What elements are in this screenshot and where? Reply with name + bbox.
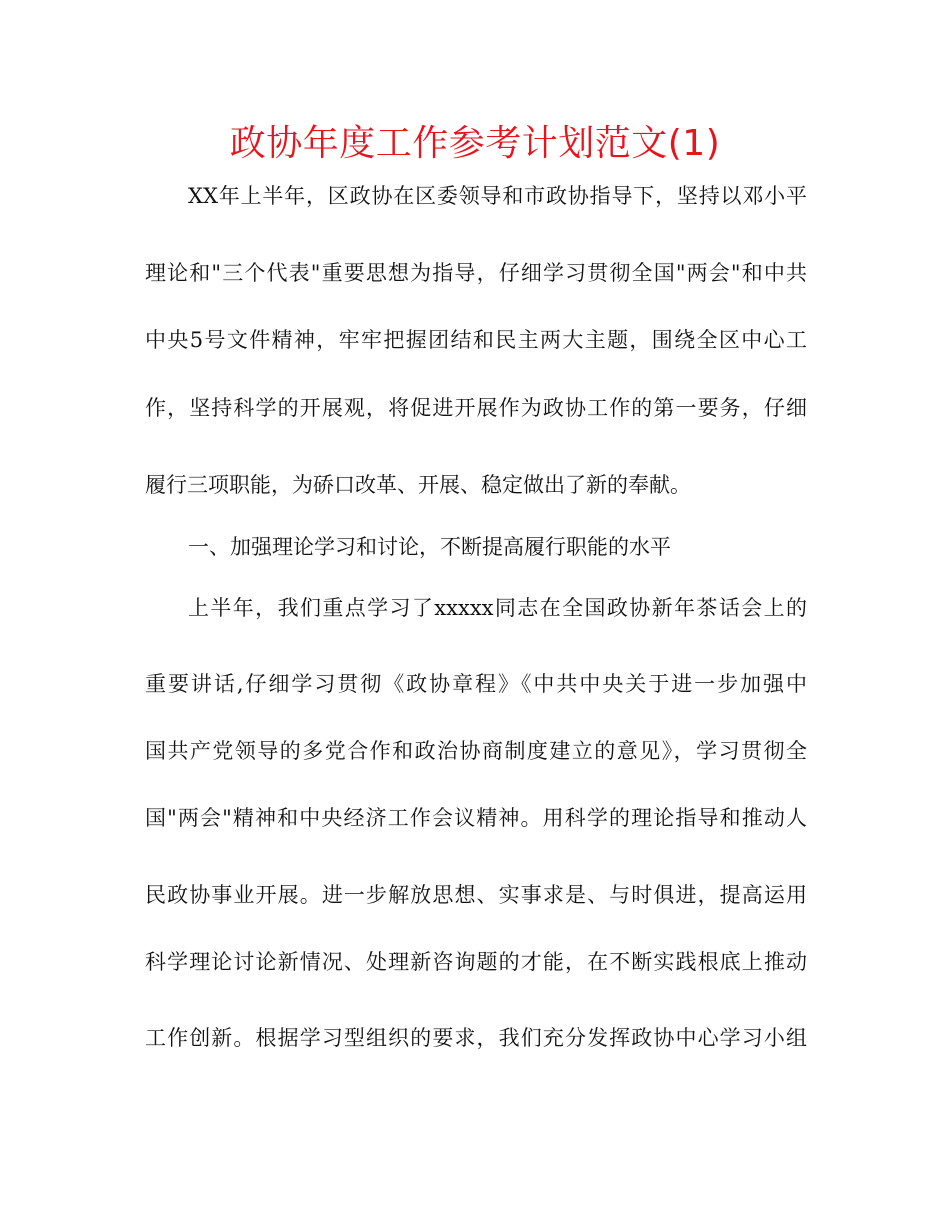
paragraph-1-line-2: 理论和"三个代表"重要思想为指导，仔细学习贯彻全国"两会"和中共 — [145, 261, 807, 285]
paragraph-1-line-3: 中央5号文件精神，牢牢把握团结和民主两大主题，围绕全区中心工 — [145, 328, 807, 352]
paragraph-2-line-5: 民政协事业开展。进一步解放思想、实事求是、与时俱进，提高运用 — [145, 883, 807, 907]
paragraph-2-line-4: 国"两会"精神和中央经济工作会议精神。用科学的理论指导和推动人 — [145, 806, 807, 830]
paragraph-2-line-2: 重要讲话,仔细学习贯彻《政协章程》《中共中央关于进一步加强中 — [145, 672, 807, 696]
document-title: 政协年度工作参考计划范文(1) — [229, 123, 721, 164]
paragraph-1-line-1: XX年上半年，区政协在区委领导和市政协指导下，坚持以邓小平 — [188, 184, 807, 208]
paragraph-1-line-5: 履行三项职能，为硚口改革、开展、稳定做出了新的奉献。 — [145, 473, 691, 497]
paragraph-1-line-4: 作，坚持科学的开展观，将促进开展作为政协工作的第一要务，仔细 — [145, 396, 807, 420]
paragraph-2-line-7: 工作创新。根据学习型组织的要求，我们充分发挥政协中心学习小组 — [145, 1026, 807, 1050]
paragraph-2-line-3: 国共产党领导的多党合作和政治协商制度建立的意见》，学习贯彻全 — [145, 739, 807, 763]
paragraph-2-line-6: 科学理论讨论新情况、处理新咨询题的才能，在不断实践根底上推动 — [145, 950, 807, 974]
section-heading: 一、加强理论学习和讨论，不断提高履行职能的水平 — [188, 535, 671, 559]
paragraph-2-line-1: 上半年，我们重点学习了xxxxx同志在全国政协新年茶话会上的 — [188, 596, 807, 620]
